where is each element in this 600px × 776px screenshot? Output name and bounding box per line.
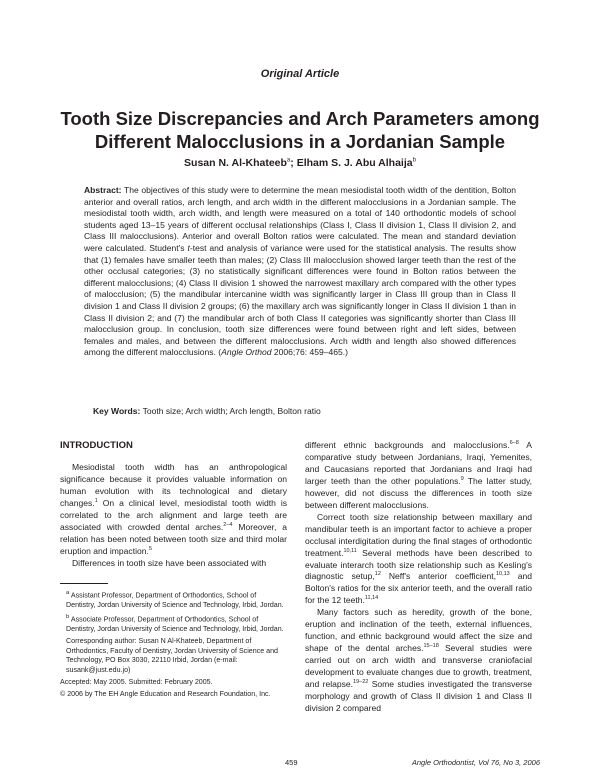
footnote: $^a$ Assistant Professor, Department of Orthodontics, School of Dentistry, Jordan University of Science and Technology, Irbid, Jordan. <box>66 590 284 609</box>
paragraph: Many factors such as heredity, growth of the bone, eruption and inclination of the teeth, external influences, function, and ethnic background would affect the size and shape of the dental arches.$^{15-18}$ Several studies were carried out on arch width and transverse craniofacial development to evaluate changes due to growth, treatment, and relapse.$^{19-22}$ Some studies investigated the transverse morphology and growth of Class II division 1 and Class II division 2 compared <box>305 607 532 713</box>
journal-footer: Angle Orthodontist, Vol 76, No 3, 2006 <box>411 758 540 767</box>
paragraph: different ethnic backgrounds and malocclusions.$^{6-8}$ A comparative study between Jordanians, Iraqi, Yemenites, and Caucasians reported that Jordanians and Iraqi had larger teeth than the other populations.$^9$ The latter study, however, did not discuss the differences in tooth size between different malocclusions. <box>305 440 533 510</box>
citation-journal: Angle Orthod <box>221 347 272 358</box>
reference-mark: 2–4 <box>223 521 233 528</box>
article-title: Tooth Size Discrepancies and Arch Parameters among Different Malocclusions in a Jordanian Sample <box>60 108 540 152</box>
footnotes <box>60 589 287 702</box>
reference-mark: 19–22 <box>353 679 369 686</box>
keywords-text: Tooth size; Arch width; Arch length, Bolton ratio <box>142 406 321 416</box>
author-name: Susan N. Al-Khateeb <box>184 157 287 169</box>
right-column <box>305 440 532 715</box>
footnote-mark: a <box>66 590 70 596</box>
reference-mark: 11,14 <box>364 595 379 602</box>
section-heading-introduction: INTRODUCTION <box>60 440 133 451</box>
reference-mark: 10,13 <box>495 571 510 578</box>
reference-mark: 1 <box>94 497 98 504</box>
abstract-text-continued: -test and analysis of variance were used for the statistical analysis. The results show that (1) females have smaller teeth than males; (2) Class III malocclusion showed larger teeth than the rest of the other occlusal categories; (3) no statistically significant differences were found in Bolton ratios between the different malocclusions; (4) Class II division 1 showed the narrowest maxillary arch compared with the other types of malocclusion; (5) the mandibular intercanine width was significantly larger in Class III group than in Class II division 1 and Class II division 2 groups; (6) the maxillary arch was significantly longer in Class II division 1 than in Class II division 2; and (7) the mandibular arch of both Class II categories was significantly shorter than Class III malocclusion group. In conclusion, tooth size differences were found between right and left sides, between females and males, and between the different malocclusions. Arch width and length also showed differences among the different malocclusions. ( <box>84 242 517 358</box>
citation-details: 2006;76: 459–465.) <box>271 347 349 358</box>
keywords <box>93 406 513 418</box>
footnote-corresponding-author: Corresponding author: Susan N Al-Khateeb, Department of Orthodontics, Faculty of Dentistry, Jordan University of Science and Technology, PO Box 3030, 22110 Irbid, Jordan (e-mail: susank@just.edu.jo) <box>66 637 278 674</box>
footnote: $^b$ Associate Professor, Department of Orthodontics, School of Dentistry, Jordan University of Science and Technology, Irbid, Jordan. <box>66 614 284 633</box>
reference-mark: 12 <box>374 571 381 578</box>
reference-mark: 15–18 <box>423 643 439 650</box>
left-column <box>60 440 287 570</box>
page-number: 459 <box>285 758 298 767</box>
reference-mark: 10,11 <box>343 547 357 554</box>
author-line: Susan N. Al-Khateeb$^a$; Elham S. J. Abu Alhaija$^b$ <box>184 157 416 169</box>
paragraph: Mesiodistal tooth width has an anthropological significance because it provides valuable information on human evolution with its technological and dietary changes.$^1$ On a clinical level, mesiodistal tooth width is correlated to the arch alignment and large teeth are associated with crowded dental arches.$^{2-4}$ Moreover, a relation has been noted between tooth size and third molar eruption and impaction.$^5$ <box>60 461 287 556</box>
footnote-dates: Accepted: May 2005. Submitted: February 2005. <box>60 677 213 686</box>
abstract <box>84 185 516 359</box>
abstract-text: The objectives of this study were to determine the mean mesiodistal tooth width of the dentition, Bolton anterior and overall ratios, arch length, and arch width in the different malocclusions in a Jordanian sample. The mesiodistal tooth width, arch width, and length were measured on a total of 140 orthodontic models of school students aged 13–15 years of different occlusal relationships (Class I, Class II division 1, Class II division 2, and Class III malocclusions). Anterior and overall Bolton ratios were calculated. The mean and standard deviation were calculated. Student's <box>84 185 516 253</box>
keywords-label: Key Words: <box>93 406 141 416</box>
reference-mark: 5 <box>148 545 152 552</box>
paragraph: Differences in tooth size have been associated with <box>72 557 267 568</box>
author-mark: a <box>286 157 291 164</box>
footnote-copyright: © 2006 by The EH Angle Education and Research Foundation, Inc. <box>60 690 271 699</box>
paragraph: Correct tooth size relationship between maxillary and mandibular teeth is an important factor to achieve a proper occlusal interdigitation during the final stages of orthodontic treatment.$^{10,11}$ Several methods have been described to evaluate interarch tooth size relationship such as Kesling's diagnostic setup,$^{12}$ Neff's anterior coefficient,$^{10,13}$ and Bolton's ratios for the six anterior teeth, and the overall ratio for the 12 teeth.$^{11,14}$ <box>305 511 532 606</box>
section-label: Original Article <box>260 68 340 80</box>
author-name: Elham S. J. Abu Alhaija <box>296 157 413 169</box>
author-mark: b <box>412 157 416 164</box>
abstract-t-symbol: t <box>187 242 190 253</box>
footnote-mark: b <box>66 614 70 621</box>
abstract-label: Abstract: <box>84 185 122 195</box>
footnote-divider <box>60 583 108 584</box>
reference-mark: 9 <box>460 476 464 483</box>
reference-mark: 6–8 <box>509 440 519 447</box>
